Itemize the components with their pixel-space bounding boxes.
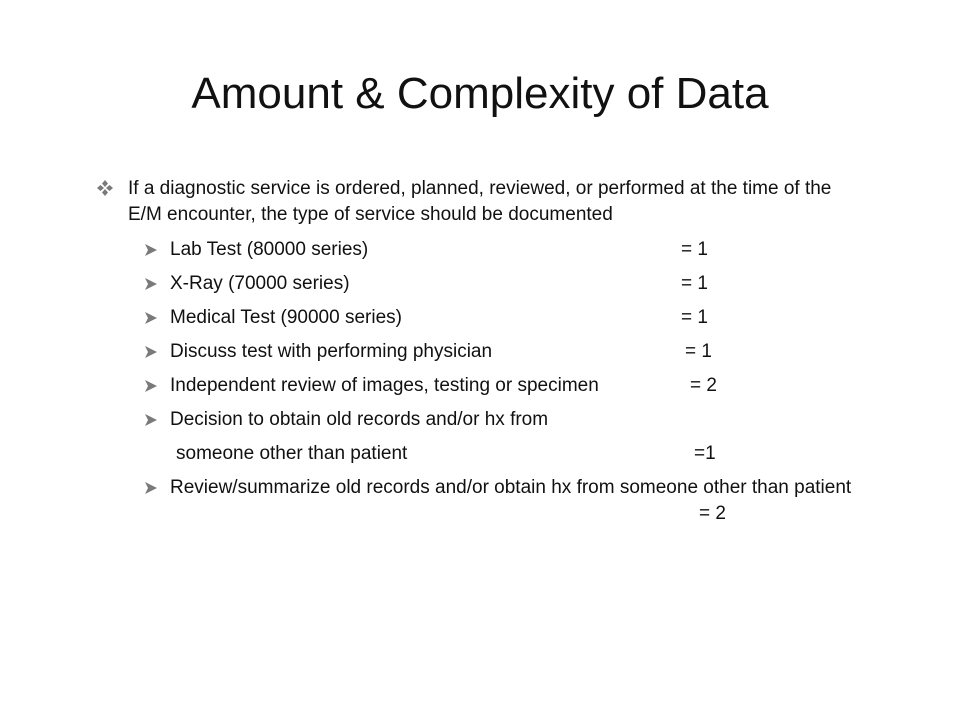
list-item-value: = 2 [690,375,717,396]
arrow-bullet-icon [144,345,158,359]
list-item-value: =1 [694,443,716,464]
list-item-discuss-test [96,339,866,365]
arrow-bullet-icon [144,311,158,325]
four-diamond-bullet-icon [96,179,114,197]
list-item-label: Decision to obtain old records and/or hx from [170,409,549,430]
list-item-lab-test [96,237,866,263]
list-item-label: Independent review of images, testing or specimen [170,375,599,396]
list-item-value: = 1 [681,307,708,328]
list-item-value: = 2 [699,503,726,524]
arrow-bullet-icon [144,481,158,495]
list-item-label: X-Ray (70000 series) [170,273,350,294]
list-item-label: Medical Test (90000 series) [170,307,402,328]
arrow-bullet-icon [144,379,158,393]
list-item-independent-review [96,373,866,399]
list-item-decision-old-records [96,407,866,433]
main-bullet-text: If a diagnostic service is ordered, planned, reviewed, or performed at the time of the E/M encounter, the type of service should be documented [128,178,832,225]
slide-title: Amount & Complexity of Data [191,69,769,118]
list-item-label: Lab Test (80000 series) [170,239,369,260]
list-item-label: Review/summarize old records and/or obtain hx from someone other than patient [170,477,852,498]
slide-content [96,176,866,524]
list-item-x-ray [96,271,866,297]
list-item-label: Discuss test with performing physician [170,341,493,362]
arrow-bullet-icon [144,277,158,291]
list-item-review-summarize [96,475,866,524]
list-item-medical-test [96,305,866,331]
arrow-bullet-icon [144,243,158,257]
list-item-value: = 1 [681,239,708,260]
list-item-value: = 1 [685,341,712,362]
main-bullet [96,176,866,228]
list-item-continuation [96,441,866,467]
list-item-value: = 1 [681,273,708,294]
list-item-label: someone other than patient [176,443,408,464]
arrow-bullet-icon [144,413,158,427]
